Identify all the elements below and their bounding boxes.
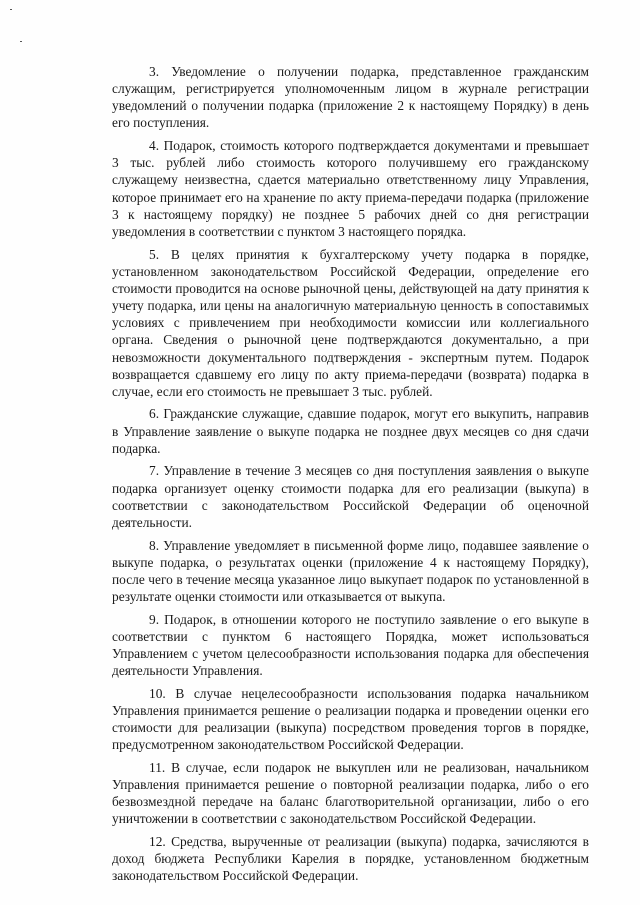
paragraph-8: 8. Управление уведомляет в письменной форме лицо, подавшее заявление о выкупе подарка, о результатах оценки (приложение 4 к настоящему Порядку), после чего в течение месяца указанное лицо выкупает подарок по установленной в результате оценки стоимости или отказывается от выкупа.	[112, 537, 589, 605]
paragraph-6: 6. Гражданские служащие, сдавшие подарок, могут его выкупить, направив в Управление заявление о выкупе подарка не позднее двух месяцев со дня сдачи подарка.	[112, 406, 589, 456]
document-body	[112, 63, 589, 890]
paragraph-4: 4. Подарок, стоимость которого подтверждается документами и превышает 3 тыс. рублей либо стоимость которого получившему его гражданскому служащему неизвестна, сдается материально ответственному лицу Управления, которое принимает его на хранение по акту приема-передачи подарка (приложение 3 к настоящему порядку) не позднее 5 рабочих дней со дня регистрации уведомления в соответствии с пунктом 3 настоящего порядка.	[112, 138, 589, 239]
paragraph-9: 9. Подарок, в отношении которого не поступило заявление о его выкупе в соответствии с пунктом 6 настоящего Порядка, может использоваться Управлением с учетом целесообразности использования подарка для обеспечения деятельности Управления.	[112, 611, 589, 679]
paragraph-5: 5. В целях принятия к бухгалтерскому учету подарка в порядке, установленном законодательством Российской Федерации, определение его стоимости проводится на основе рыночной цены, действующей на дату принятия к учету подарка, или цены на аналогичную материальную ценность в сопоставимых условиях с привлечением при необходимости комиссии или коллегиального органа. Сведения о рыночной цене подтверждаются документально, а при невозможности документального подтверждения - экспертным путем. Подарок возвращается сдавшему его лицу по акту приема-передачи (возврата) подарка в случае, если его стоимость не превышает 3 тыс. рублей.	[112, 246, 589, 399]
scan-speck	[10, 9, 12, 10]
paragraph-11: 11. В случае, если подарок не выкуплен или не реализован, начальником Управления принимается решение о повторной реализации подарка, либо о его безвозмездной передаче на баланс благотворительной организации, либо о его уничтожении в соответствии с законодательством Российской Федерации.	[112, 759, 589, 827]
paragraph-7: 7. Управление в течение 3 месяцев со дня поступления заявления о выкупе подарка организует оценку стоимости подарка для его реализации (выкупа) в соответствии с законодательством Российской Федерации об оценочной деятельности.	[112, 463, 589, 530]
paragraph-10: 10. В случае нецелесообразности использования подарка начальником Управления принимается решение о реализации подарка и проведении оценки его стоимости для реализации (выкупа) посредством проведения торгов в порядке, предусмотренном законодательством Российской Федерации.	[112, 685, 589, 753]
paragraph-12: 12. Средства, вырученные от реализации (выкупа) подарка, зачисляются в доход бюджета Республики Карелия в порядке, установленном бюджетным законодательством Российской Федерации.	[112, 834, 589, 884]
scan-speck	[20, 41, 22, 42]
paragraph-3: 3. Уведомление о получении подарка, представленное гражданским служащим, регистрируется уполномоченным лицом в журнале регистрации уведомлений о получении подарка (приложение 2 к настоящему Порядку) в день его поступления.	[112, 64, 589, 131]
